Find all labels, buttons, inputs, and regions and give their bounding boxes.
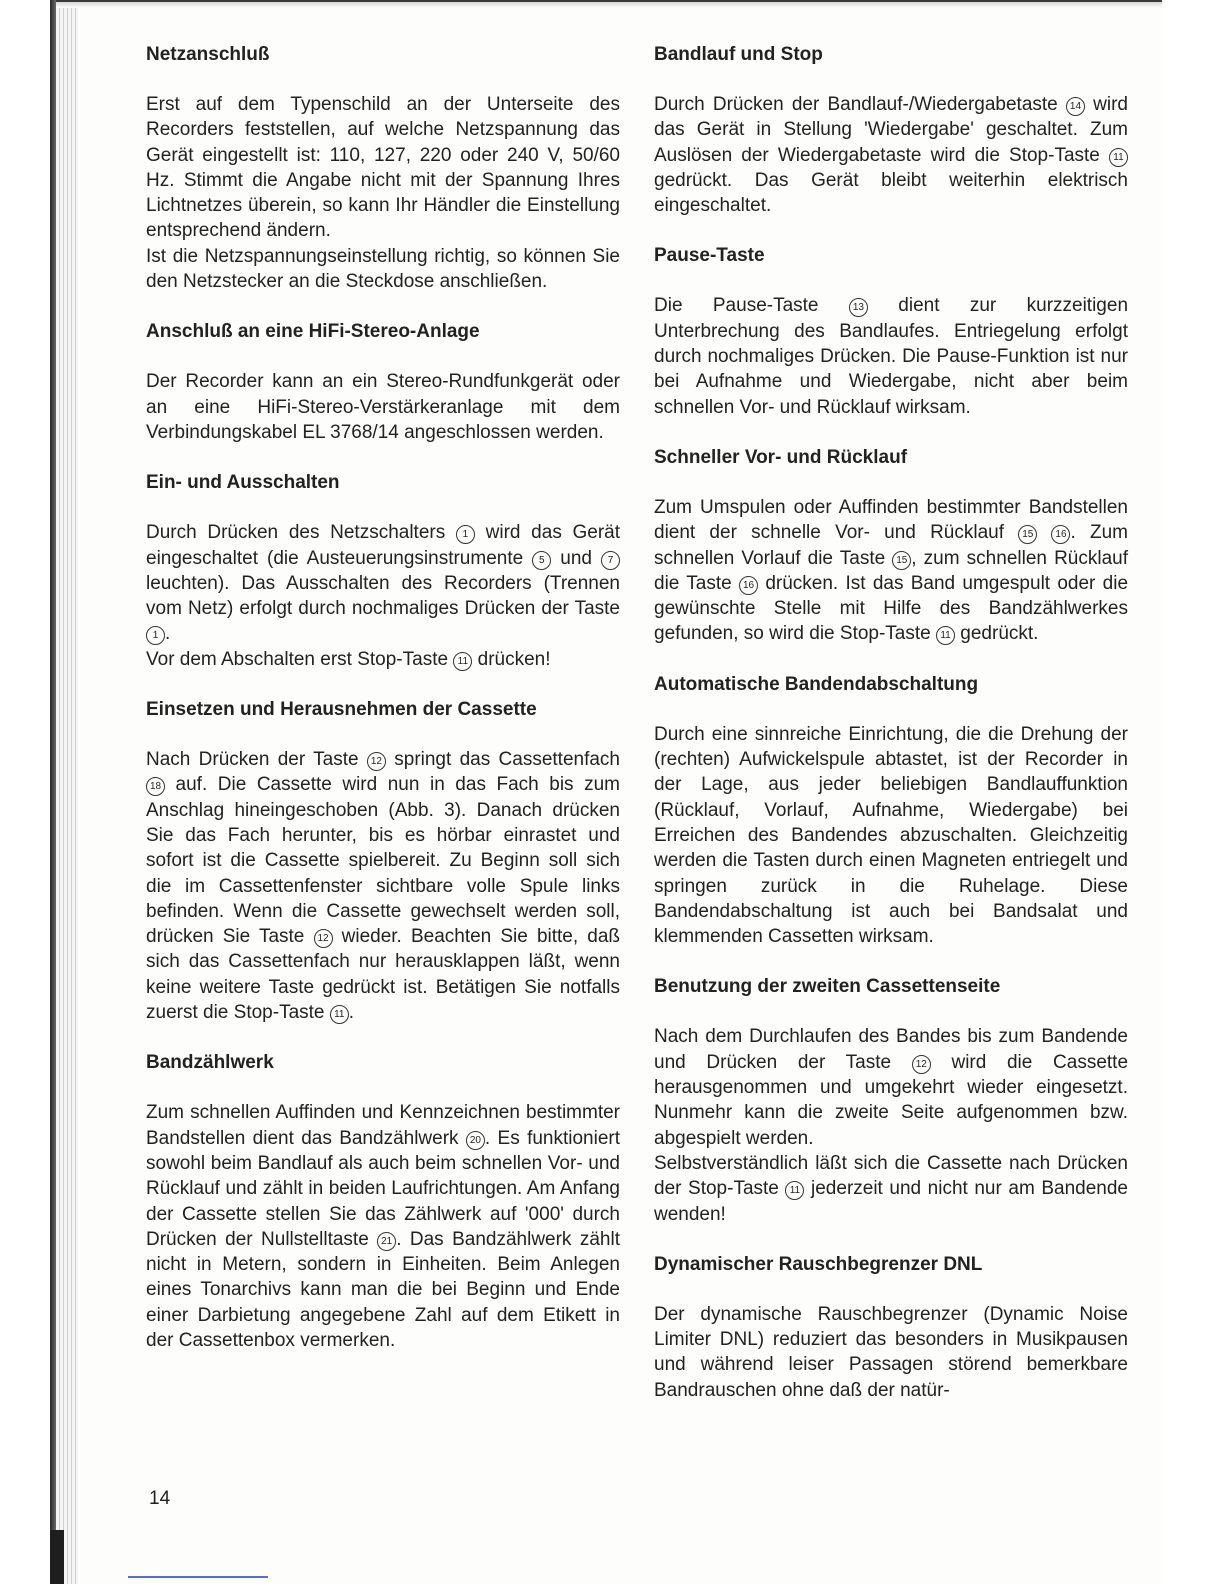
text-run: Nach Drücken der Taste [146,749,359,771]
section-heading: Bandlauf und Stop [654,44,823,65]
section-heading: Bandzählwerk [146,1052,274,1074]
text-run: Durch Drücken des Netzschalters [146,522,446,544]
text-run: Die Pause-Taste [654,295,819,317]
section-netzanschluss [146,42,620,294]
text-run: . Es funktioniert sowohl beim Bandlauf als auch beim schnellen Vor- und Rücklauf und zählt in beiden Laufrichtungen. Am Anfang der Cassette stellen Sie das Zählwerk auf '000' durch Drücken der Nullstelltaste [146,1127,621,1250]
bottom-binding-shadow [50,1530,64,1584]
section-dnl [654,1252,1128,1403]
control-number-marker: 1 [456,525,475,544]
section-heading: Pause-Taste [654,245,765,267]
text-run: . Zum schnellen Vorlauf die Taste [654,522,1128,569]
section-heading: Schneller Vor- und Rücklauf [654,446,908,468]
paragraph [146,747,620,1025]
text-run: Selbstverständlich läßt sich die Cassette nach Drücken der Stop-Taste [654,1152,1128,1200]
paragraph [654,1024,1128,1150]
control-number-marker: 15 [892,551,911,570]
section-hifi-anschluss [146,319,620,445]
control-number-marker: 15 [1018,525,1037,544]
control-number-marker: 11 [330,1005,349,1024]
paragraph [654,1151,1128,1227]
control-number-marker: 11 [785,1181,804,1200]
text-run: , zum schnellen Rücklauf die Taste [654,547,1128,594]
text-run: drücken! [477,648,551,670]
control-number-marker: 11 [1109,148,1128,167]
text-run: springt das Cassettenfach [394,749,621,771]
text-run: wird das Gerät eingeschaltet (die Austeuerungsinstrumente [146,522,621,569]
text-run: jederzeit und nicht nur am Bandende wenden! [654,1178,1129,1225]
section-heading: Benutzung der zweiten Cassettenseite [654,976,1001,998]
section-heading: Netzanschluß [146,44,270,65]
control-number-marker: 14 [1066,97,1085,116]
scan-margin [0,0,52,1584]
control-number-marker: 11 [453,652,472,671]
control-number-marker: 11 [936,626,955,645]
section-bandlauf-stop [654,42,1128,218]
control-number-marker: 18 [146,777,165,796]
control-number-marker: 20 [466,1131,485,1150]
paragraph [654,293,1128,419]
control-number-marker: 12 [912,1055,931,1074]
control-number-marker: 13 [849,298,868,317]
control-number-marker: 16 [1051,525,1070,544]
left-column [146,42,620,1378]
paragraph: Der dynamische Rauschbegrenzer (Dynamic Noise Limiter DNL) reduziert das besonders in Musikpausen und während leiser Passagen störend bemerkbare Bandrauschen ohne daß der natür- [654,1303,1128,1401]
section-heading: Ein- und Ausschalten [146,472,340,494]
section-heading: Anschluß an eine HiFi-Stereo-Anlage [146,321,480,343]
text-run: wird das Gerät in Stellung 'Wiedergabe' geschaltet. Zum Auslösen der Wiedergabetaste wird die Stop-Taste [654,94,1128,166]
paragraph: Erst auf dem Typenschild an der Unterseite des Recorders feststellen, auf welche Netzspannung das Gerät eingestellt ist: 110, 127, 220 oder 240 V, 50/60 Hz. Stimmt die Angabe nicht mit der Spannung Ihres Lichtnetzes überein, so kann Ihr Händler die Einstellung entsprechend ändern. [146,94,620,242]
right-margin [1162,0,1224,1584]
paragraph [146,647,620,672]
control-number-marker: 12 [314,929,333,948]
text-run: . [348,1002,355,1024]
section-heading: Automatische Bandendabschaltung [654,673,979,695]
control-number-marker: 1 [146,626,165,645]
control-number-marker: 5 [532,551,551,570]
stacked-page-edges [56,0,78,1584]
text-run: . Das Bandzählwerk zählt nicht in Metern, sondern in Einheiten. Beim Anlegen eines Tonarchivs kann man die bei Beginn und Ende einer Darbietung angegebene Zahl auf dem Etikett in der Cassettenbox vermerken. [146,1228,620,1351]
section-vor-ruecklauf [654,445,1128,647]
section-heading: Einsetzen und Herausnehmen der Cassette [146,699,537,721]
text-run: wieder. Beachten Sie bitte, daß sich das Cassettenfach nur herausklappen läßt, wenn keine weitere Taste gedrückt ist. Betätigen Sie notfalls zuerst die Stop-Taste [146,926,620,1024]
text-run: Vor dem Abschalten erst Stop-Taste [146,648,449,670]
text-run: und [560,547,592,569]
text-run: . [165,623,171,645]
text-run: Durch Drücken der Bandlauf-/Wiedergabetaste [654,94,1058,115]
section-zweite-cassettenseite [654,974,1128,1226]
paragraph: Ist die Netzspannungseinstellung richtig, so können Sie den Netzstecker an die Steckdose anschließen. [146,245,620,293]
page-number: 14 [149,1488,171,1509]
control-number-marker: 12 [367,752,386,771]
text-run: drücken. Ist das Band umgespult oder die gewünschte Stelle mit Hilfe des Bandzählwerkes gefunden, so wird die Stop-Taste [654,572,1129,645]
text-run: Zum Umspulen oder Auffinden bestimmter Bandstellen dient der schnelle Vor- und Rücklauf [654,496,1128,544]
text-run: Nach dem Durchlaufen des Bandes bis zum Bandende und Drücken der Taste [654,1026,1128,1073]
section-cassette-einsetzen [146,697,620,1025]
text-run: wird die Cassette herausgenommen und umgekehrt wieder eingesetzt. Nunmehr kann die zweite Seite aufgenommen bzw. abgespielt werden. [654,1051,1129,1149]
bottom-edge-line [128,1576,268,1578]
paragraph: Durch eine sinnreiche Einrichtung, die die Drehung der (rechten) Aufwickelspule abtastet, ist der Recorder in der Lage, aus jeder beliebigen Bandlauffunktion (Rücklauf, Vorlauf, Aufnahme, Wiedergabe) bei Erreichen des Bandendes abzuschalten. Gleichzeitig werden die Tasten durch einen Magneten entriegelt und springen zurück in die Ruhelage. Diese Bandendabschaltung ist auch bei Bandsalat und klemmenden Cassetten wirksam. [654,723,1128,948]
paragraph [654,92,1128,218]
paragraph: Der Recorder kann an ein Stereo-Rundfunkgerät oder an eine HiFi-Stereo-Verstärkeranlage mit dem Verbindungskabel EL 3768/14 angeschlossen werden. [146,371,620,443]
control-number-marker: 21 [377,1232,396,1251]
paragraph [654,495,1128,647]
right-column [654,42,1128,1428]
paragraph [146,1100,620,1353]
text-run: gedrückt. [960,623,1039,645]
section-ein-ausschalten [146,470,620,672]
section-bandzaehlwerk [146,1050,620,1353]
text-run: Zum schnellen Auffinden und Kennzeichnen bestimmter Bandstellen dient das Bandzählwerk [146,1102,620,1149]
section-pause-taste [654,243,1128,419]
text-run: dient zur kurzzeitigen Unterbrechung des Bandlaufes. Entriegelung erfolgt durch nochmaliges Drücken. Die Pause-Funktion ist nur bei Aufnahme und Wiedergabe, nicht aber beim schnellen Vor- und Rücklauf wirksam. [654,295,1129,418]
section-bandendabschaltung [654,672,1128,950]
text-run: leuchten). Das Ausschalten des Recorders (Trennen vom Netz) erfolgt durch nochmaliges Drücken der Taste [146,572,620,620]
paragraph [146,520,620,646]
text-run: auf. Die Cassette wird nun in das Fach bis zum Anschlag hineingeschoben (Abb. 3). Danach drücken Sie das Fach herunter, bis es hörbar einrastet und sofort ist die Cassette spielbereit. Zu Beginn soll sich die im Cassettenfenster sichtbare volle Spule links befinden. Wenn die Cassette gewechselt werden soll, drücken Sie Taste [146,774,620,948]
top-edge [56,0,1166,8]
text-run: gedrückt. Das Gerät bleibt weiterhin elektrisch eingeschaltet. [654,169,1128,217]
section-heading: Dynamischer Rauschbegrenzer DNL [654,1253,983,1275]
control-number-marker: 16 [739,576,758,595]
control-number-marker: 7 [601,551,620,570]
